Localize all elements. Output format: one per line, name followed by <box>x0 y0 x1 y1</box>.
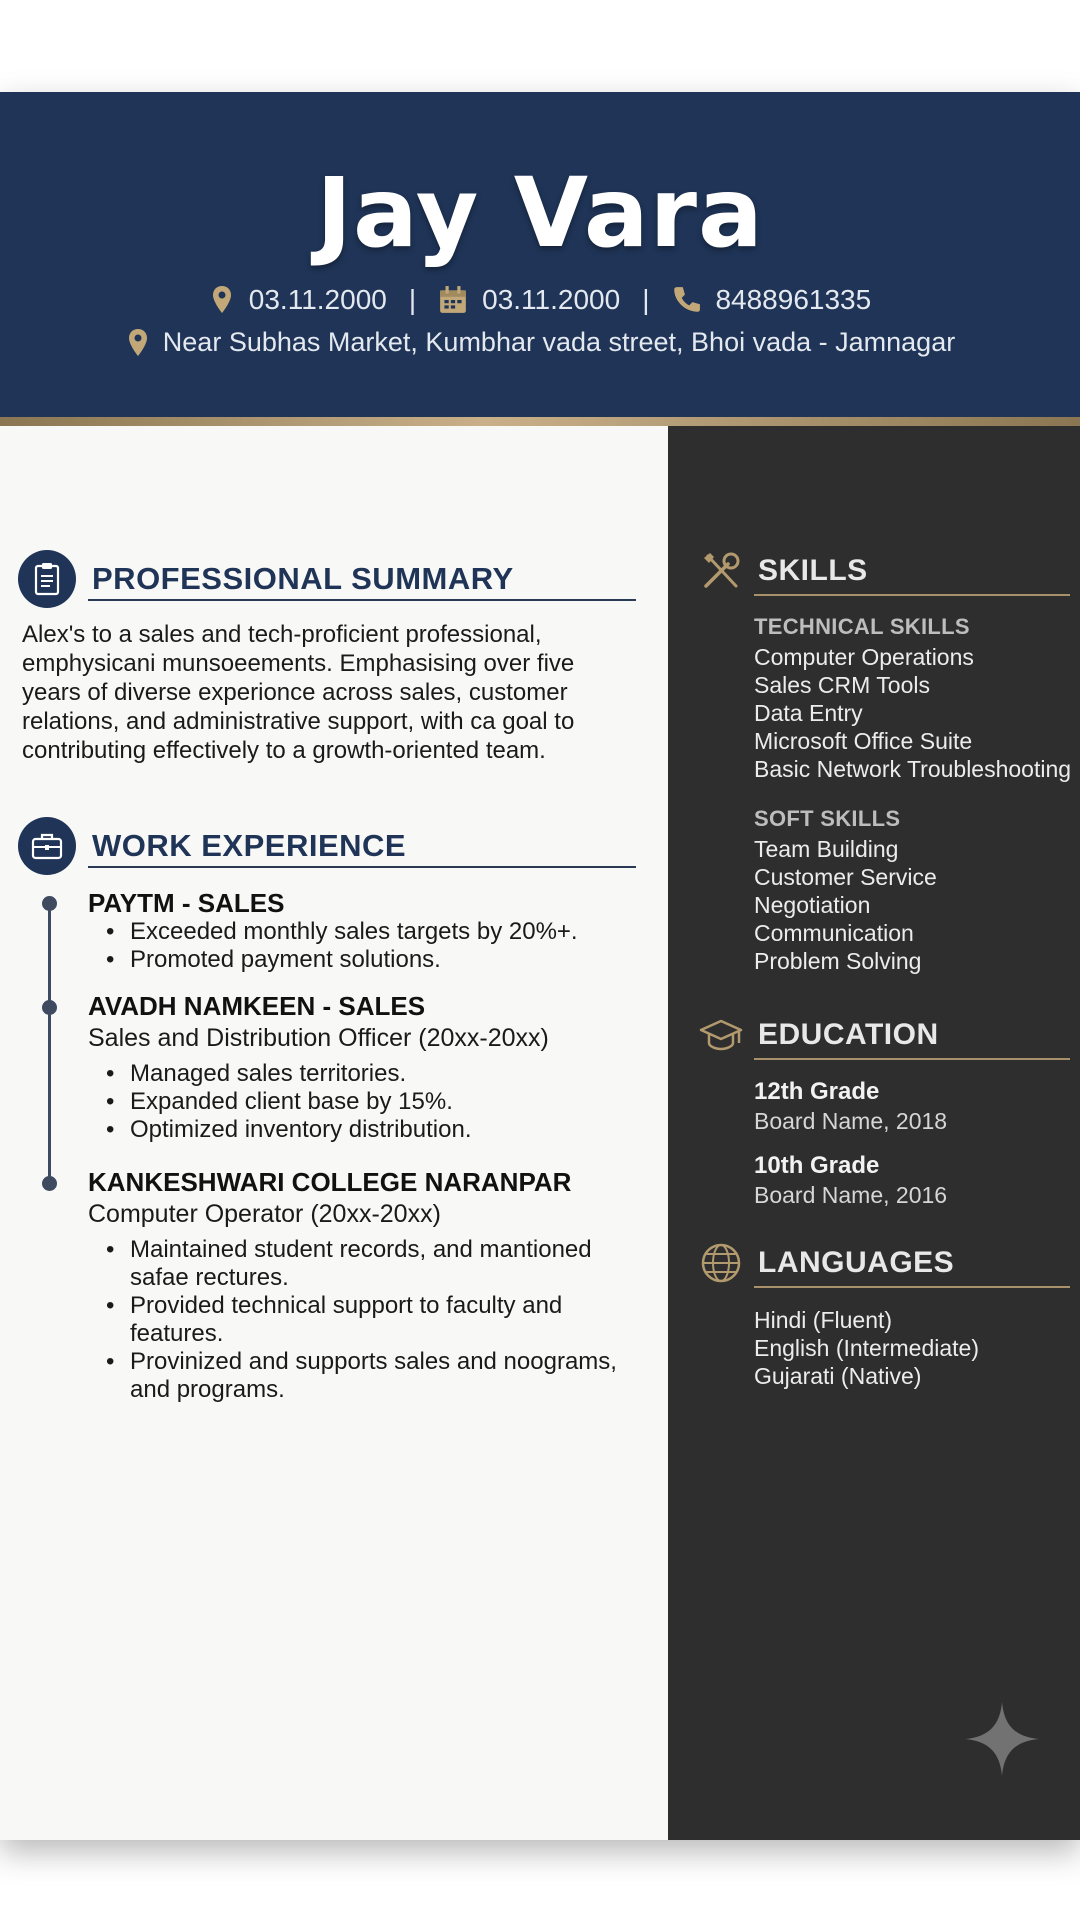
address-row <box>0 327 1080 358</box>
list-item: • Provided technical support to faculty and features. <box>100 1292 630 1348</box>
resume-header <box>0 92 1080 417</box>
contact-row <box>0 284 1080 316</box>
timeline-line <box>48 902 51 1182</box>
skills-rule <box>754 594 1070 596</box>
location-pin-icon <box>209 285 235 315</box>
soft-skills-title: SOFT SKILLS <box>754 806 901 831</box>
education-heading <box>698 1012 939 1058</box>
list-item: Team Building <box>754 836 899 862</box>
list-item: Sales CRM Tools <box>754 672 930 698</box>
address-text: Near Subhas Market, Kumbhar vada street, Bhoi vada - Jamnagar <box>162 327 956 357</box>
job-bullets <box>100 1236 630 1404</box>
skills-title: SKILLS <box>758 554 868 587</box>
job-title: KANKESHWARI COLLEGE NARANPAR <box>88 1167 572 1197</box>
skills-heading <box>698 548 868 594</box>
list-item: Problem Solving <box>754 948 922 974</box>
job-title: AVADH NAMKEEN - SALES <box>88 991 426 1021</box>
languages-rule <box>754 1286 1070 1288</box>
education-grade: 10th Grade <box>754 1152 880 1179</box>
timeline-dot <box>42 1176 57 1191</box>
list-item: Gujarati (Native) <box>754 1363 922 1389</box>
tools-icon <box>698 548 744 594</box>
list-item: Microsoft Office Suite <box>754 728 973 754</box>
job-role: Computer Operator (20xx-20xx) <box>88 1200 441 1228</box>
education-title: EDUCATION <box>758 1018 939 1051</box>
contact-date: 03.11.2000 <box>482 284 621 315</box>
list-item: • Managed sales territories. <box>100 1060 640 1088</box>
education-rule <box>754 1058 1070 1060</box>
job-title: PAYTM - SALES <box>88 888 285 918</box>
contact-dob: 03.11.2000 <box>248 284 387 315</box>
summary-text: Alex's to a sales and tech-proficient professional, emphysicani munsoeements. Emphasising over five years of diverse experionce across sales, customer relations, and administrative support, with ca goal to contributing effectively to a growth-oriented team. <box>22 621 575 764</box>
list-item: Data Entry <box>754 700 863 726</box>
education-board: Board Name, 2016 <box>754 1182 948 1208</box>
clipboard-icon <box>18 550 76 608</box>
languages-list <box>754 1306 1080 1390</box>
list-item: Negotiation <box>754 892 871 918</box>
experience-title: WORK EXPERIENCE <box>92 828 407 863</box>
education-board: Board Name, 2018 <box>754 1108 948 1134</box>
header-divider <box>0 417 1080 426</box>
list-item: • Maintained student records, and mantioned safae rectures. <box>100 1236 630 1292</box>
list-item: Basic Network Troubleshooting <box>754 756 1072 782</box>
summary-title: PROFESSIONAL SUMMARY <box>92 561 514 596</box>
graduation-cap-icon <box>698 1012 744 1058</box>
technical-skills-list <box>754 643 1080 783</box>
summary-rule <box>88 599 636 601</box>
right-column <box>668 426 1080 1840</box>
phone-icon <box>671 285 701 315</box>
contact-separator: | <box>408 284 417 315</box>
languages-title: LANGUAGES <box>758 1246 955 1279</box>
list-item: English (Intermediate) <box>754 1335 979 1361</box>
contact-separator: | <box>642 284 650 315</box>
globe-icon <box>698 1240 744 1286</box>
job-role: Sales and Distribution Officer (20xx-20xx) <box>88 1024 549 1052</box>
left-column <box>0 426 668 1840</box>
location-pin-icon <box>125 328 151 358</box>
contact-phone: 8488961335 <box>715 284 872 315</box>
candidate-name: Jay Vara <box>316 157 764 269</box>
soft-skills-list <box>754 835 1080 975</box>
list-item: • Optimized inventory distribution. <box>100 1116 640 1144</box>
calendar-icon <box>438 285 468 315</box>
sparkle-icon <box>963 1700 1041 1778</box>
resume-page <box>0 92 1080 1840</box>
list-item: • Expanded client base by 15%. <box>100 1088 640 1116</box>
list-item: Computer Operations <box>754 644 974 670</box>
timeline-dot <box>42 896 57 911</box>
list-item: Communication <box>754 920 914 946</box>
list-item: • Provinized and supports sales and noograms, and programs. <box>100 1348 630 1404</box>
list-item: • Promoted payment solutions. <box>100 946 640 974</box>
languages-heading <box>698 1240 954 1286</box>
list-item: Hindi (Fluent) <box>754 1307 893 1333</box>
list-item: Customer Service <box>754 864 937 890</box>
job-bullets <box>100 918 640 974</box>
experience-rule <box>88 866 636 868</box>
timeline-dot <box>42 1000 57 1015</box>
list-item: • Exceeded monthly sales targets by 20%+. <box>100 918 640 946</box>
job-bullets <box>100 1060 640 1144</box>
technical-skills-title: TECHNICAL SKILLS <box>754 614 970 639</box>
briefcase-icon <box>18 817 76 875</box>
education-grade: 12th Grade <box>754 1078 880 1105</box>
